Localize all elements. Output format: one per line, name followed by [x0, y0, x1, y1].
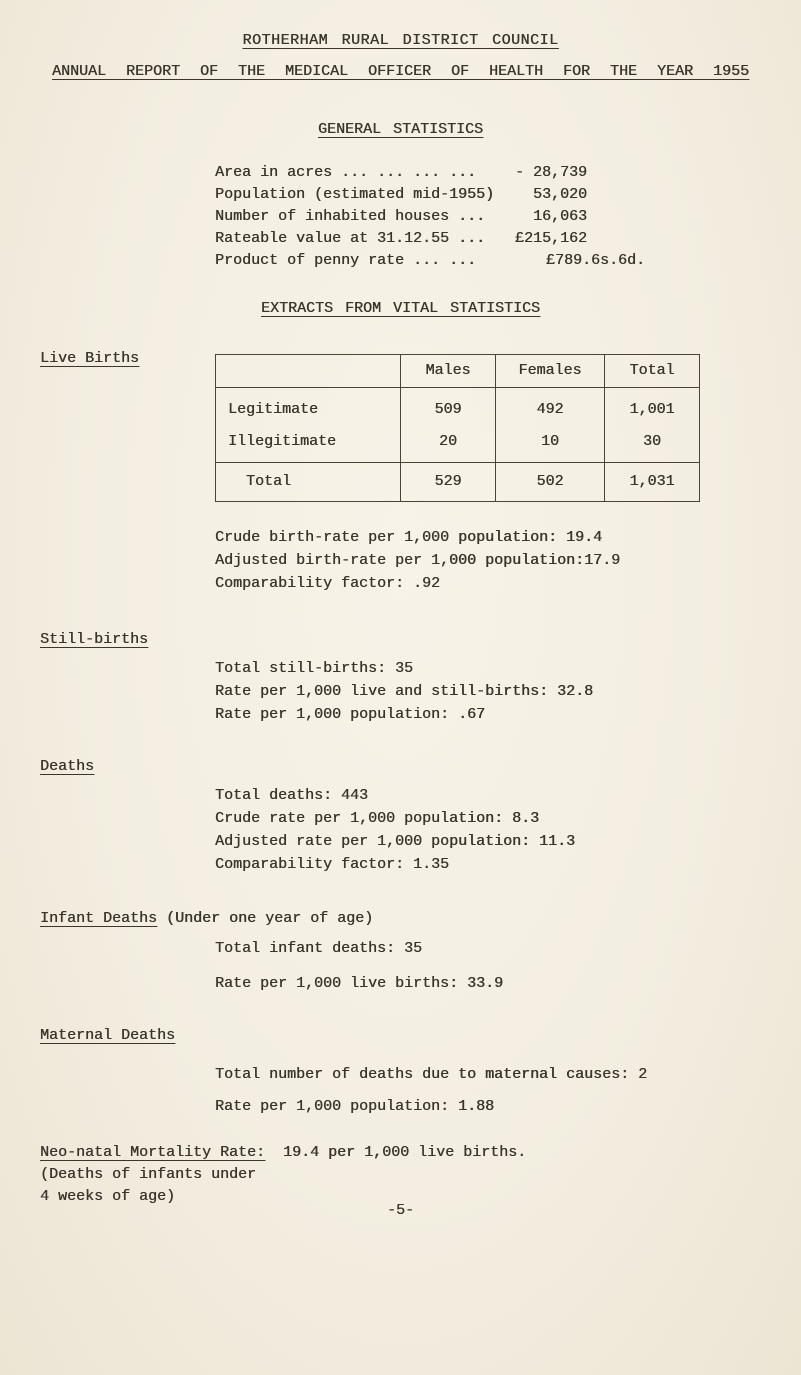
- table-header-row: [216, 355, 700, 388]
- stat-value: £215,162: [514, 230, 587, 248]
- row-label: Illegitimate: [228, 432, 337, 450]
- deaths-heading: [40, 756, 215, 778]
- deaths-body: [215, 756, 761, 876]
- infant-deaths-heading-line: [40, 908, 761, 930]
- stat-label: Rateable value at 31.12.55 ...: [215, 230, 486, 248]
- maternal-deaths-section: [40, 1025, 761, 1118]
- infant-deaths-heading-suffix: (Under one year of age): [166, 910, 374, 927]
- cell-total: 1,031: [605, 463, 700, 502]
- maternal-deaths-heading: Maternal Deaths: [40, 1027, 176, 1044]
- stat-value: £789.6s.6d.: [545, 252, 645, 270]
- neonatal-section: [40, 1142, 761, 1208]
- cell-females: 492: [496, 387, 605, 425]
- deaths-heading-text: Deaths: [40, 758, 95, 775]
- cell-females: 502: [496, 463, 605, 502]
- neonatal-note-line-1: (Deaths of infants under: [40, 1166, 257, 1183]
- cell-total: 1,001: [605, 387, 700, 425]
- stat-label: Population (estimated mid-1955): [215, 186, 495, 204]
- still-birth-rate-population: Rate per 1,000 population: .67: [215, 706, 486, 723]
- cell-males: 509: [401, 387, 496, 425]
- row-label: Total: [216, 463, 401, 502]
- crude-death-rate: Crude rate per 1,000 population: 8.3: [215, 810, 540, 827]
- col-header-total: Total: [605, 355, 700, 388]
- page-number: -5-: [386, 1202, 414, 1219]
- general-statistics-list: [215, 162, 645, 272]
- cell-males: 529: [401, 463, 496, 502]
- col-header-males: Males: [401, 355, 496, 388]
- total-still-births: Total still-births: 35: [215, 660, 414, 677]
- table-corner-cell: [216, 355, 401, 388]
- extracts-heading-text: EXTRACTS FROM VITAL STATISTICS: [260, 300, 541, 318]
- death-comparability-factor: Comparability factor: 1.35: [215, 856, 450, 873]
- adjusted-birth-rate: Adjusted birth-rate per 1,000 population:17.9: [215, 552, 621, 569]
- adjusted-death-rate: Adjusted rate per 1,000 population: 11.3: [215, 833, 576, 850]
- maternal-deaths-heading-line: [40, 1025, 761, 1047]
- maternal-death-rate: Rate per 1,000 population: 1.88: [215, 1098, 495, 1115]
- live-births-table: [215, 354, 700, 502]
- still-birth-rate-live-and-still: Rate per 1,000 live and still-births: 32.8: [215, 683, 594, 700]
- document-subtitle: ANNUAL REPORT OF THE MEDICAL OFFICER OF HEALTH FOR THE YEAR 1955: [51, 62, 750, 80]
- total-deaths: Total deaths: 443: [215, 787, 369, 804]
- cell-males: 20: [401, 426, 496, 463]
- table-row-illegitimate: [216, 426, 700, 463]
- general-statistics-heading: [40, 119, 761, 141]
- stat-label: Number of inhabited houses ...: [215, 208, 486, 226]
- neonatal-heading: Neo-natal Mortality Rate:: [40, 1144, 266, 1161]
- stat-label: Area in acres ... ... ... ...: [215, 164, 477, 182]
- stat-row-population: [215, 184, 587, 206]
- stat-value: 53,020: [532, 186, 587, 204]
- deaths-section: [40, 756, 761, 876]
- table-row-legitimate: [216, 387, 700, 425]
- still-births-heading: [40, 629, 215, 651]
- neonatal-rate-value: 19.4 per 1,000 live births.: [283, 1144, 527, 1161]
- still-births-heading-text: Still-births: [40, 631, 149, 648]
- comparability-factor: Comparability factor: .92: [215, 575, 441, 592]
- row-label: Legitimate: [228, 400, 319, 418]
- still-births-section: [40, 629, 761, 726]
- stat-value: 16,063: [532, 208, 587, 226]
- live-births-heading-text: Live Births: [40, 350, 140, 367]
- neonatal-note-line-2: 4 weeks of age): [40, 1188, 176, 1205]
- live-births-section: [40, 348, 761, 595]
- live-births-notes: [215, 526, 761, 595]
- crude-birth-rate: Crude birth-rate per 1,000 population: 19.4: [215, 529, 603, 546]
- live-births-heading: [40, 348, 215, 370]
- stat-label: Product of penny rate ... ...: [215, 252, 477, 270]
- stat-row-rateable-value: [215, 228, 587, 250]
- cell-females: 10: [496, 426, 605, 463]
- total-infant-deaths: Total infant deaths: 35: [215, 940, 423, 957]
- still-births-body: [215, 629, 761, 726]
- stat-row-penny-rate: [215, 250, 645, 272]
- extracts-heading: [40, 298, 761, 320]
- live-births-body: [215, 348, 761, 595]
- maternal-deaths-total: Total number of deaths due to maternal causes: 2: [215, 1066, 648, 1083]
- infant-deaths-heading: Infant Deaths: [40, 910, 158, 927]
- stat-value: - 28,739: [514, 164, 587, 182]
- infant-death-rate: Rate per 1,000 live births: 33.9: [215, 975, 504, 992]
- stat-row-area: [215, 162, 587, 184]
- neonatal-rate-line: [40, 1142, 761, 1164]
- document-title: ROTHERHAM RURAL DISTRICT COUNCIL: [242, 32, 559, 49]
- col-header-females: Females: [496, 355, 605, 388]
- cell-total: 30: [605, 426, 700, 463]
- table-row-total: [216, 463, 700, 502]
- general-statistics-heading-text: GENERAL STATISTICS: [317, 120, 484, 138]
- stat-row-inhabited-houses: [215, 206, 587, 228]
- infant-deaths-section: [40, 908, 761, 995]
